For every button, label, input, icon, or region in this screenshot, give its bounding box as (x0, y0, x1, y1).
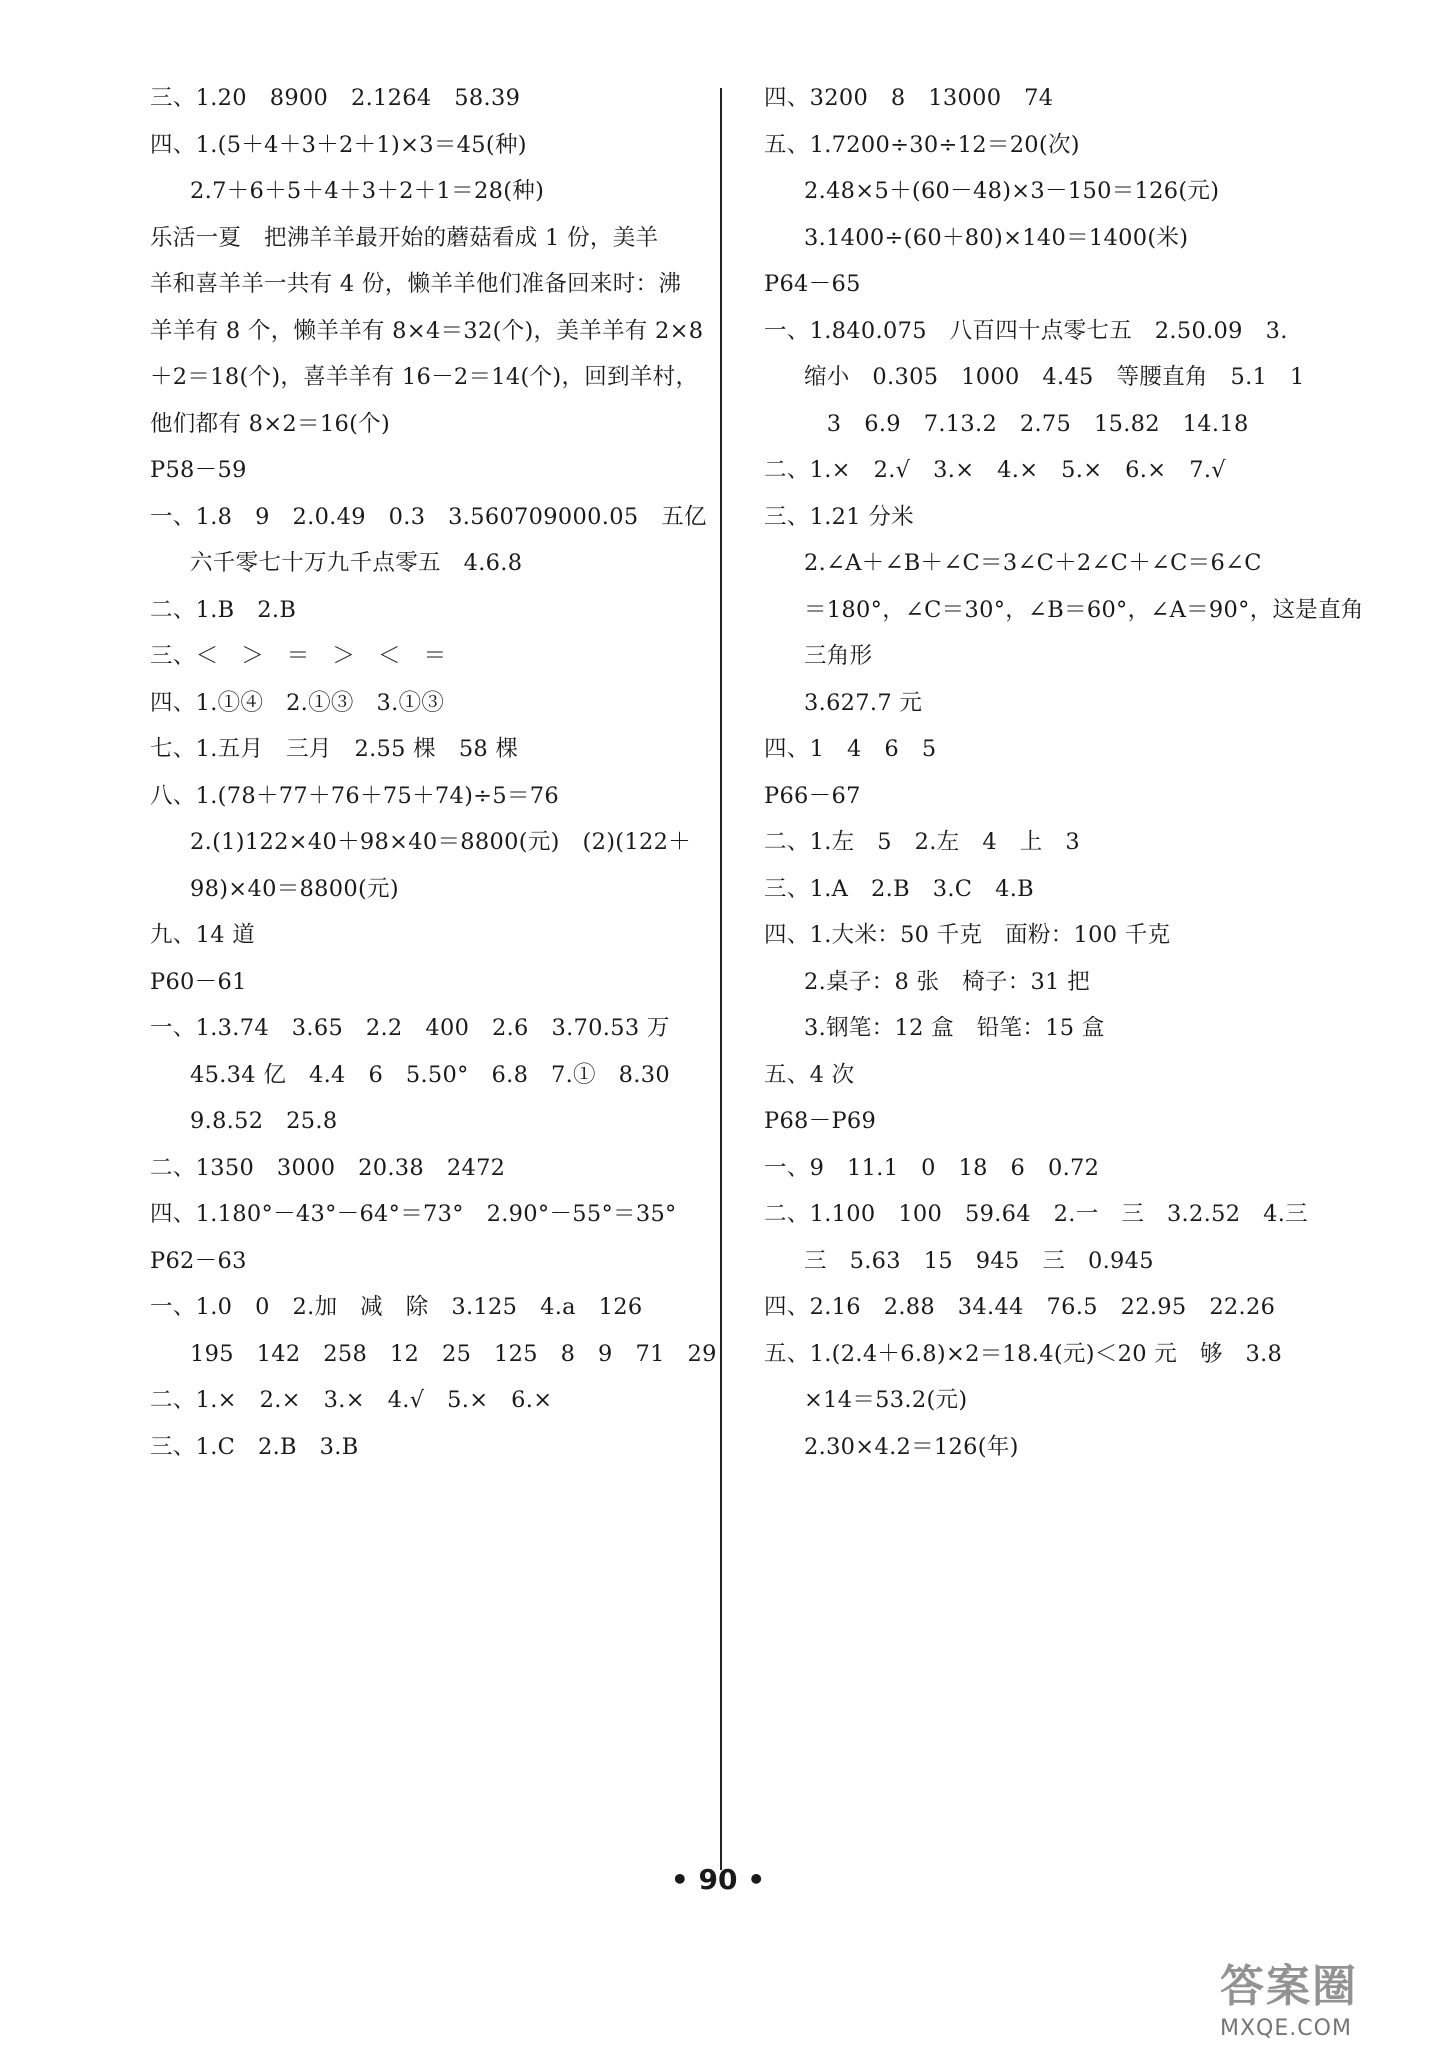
answer-line: 四、1.(5＋4＋3＋2＋1)×3＝45(种) (150, 131, 527, 158)
answer-line: 四、3200 8 13000 74 (764, 85, 1054, 111)
answer-line: 3 6.9 7.13.2 2.75 15.82 14.18 (804, 410, 1249, 437)
answer-line: 一、1.0 0 2.加 减 除 3.125 4.a 126 (150, 1294, 643, 1320)
answer-line: 三、1.C 2.B 3.B (150, 1433, 359, 1460)
answer-line: ×14＝53.2(元) (804, 1387, 968, 1413)
answer-line: 2.7＋6＋5＋4＋3＋2＋1＝28(种) (190, 178, 545, 204)
answer-line: 三角形 (804, 643, 873, 669)
answer-line: 195 142 258 12 25 125 8 9 71 29 (190, 1340, 717, 1367)
answer-line: 五、4 次 (764, 1061, 855, 1088)
answer-line: P68－P69 (764, 1108, 877, 1134)
answer-line: 五、1.7200÷30÷12＝20(次) (764, 131, 1080, 158)
page-number: • 90 • (670, 1863, 766, 1896)
answer-line: ＝180°，∠C＝30°，∠B＝60°，∠A＝90°，这是直角 (804, 596, 1364, 623)
answer-line: 九、14 道 (150, 922, 256, 948)
answer-line: 四、1.大米：50 千克 面粉：100 千克 (764, 922, 1171, 948)
answer-line: 一、1.840.075 八百四十点零七五 2.50.09 3. (764, 317, 1288, 344)
answer-line: P60－61 (150, 968, 247, 995)
answer-line: 八、1.(78＋77＋76＋75＋74)÷5＝76 (150, 782, 559, 809)
answer-line: 三 5.63 15 945 三 0.945 (804, 1247, 1154, 1274)
answer-line: 四、1.180°－43°－64°＝73° 2.90°－55°＝35° (150, 1201, 677, 1227)
answer-line: P66－67 (764, 782, 861, 809)
answer-line: 五、1.(2.4＋6.8)×2＝18.4(元)＜20 元 够 3.8 (764, 1340, 1283, 1367)
answer-line: 四、2.16 2.88 34.44 76.5 22.95 22.26 (764, 1294, 1276, 1320)
answer-line: 二、1.B 2.B (150, 596, 297, 623)
answer-line: 乐活一夏 把沸羊羊最开始的蘑菇看成 1 份，美羊 (150, 224, 659, 251)
watermark-url: MXQE.COM (1220, 2016, 1352, 2041)
answer-line: 四、1 4 6 5 (764, 736, 937, 762)
answer-line: 3.627.7 元 (804, 689, 923, 716)
answer-line: 二、1.100 100 59.64 2.一 三 3.2.52 4.三 (764, 1201, 1308, 1227)
answer-line: 二、1.× 2.√ 3.× 4.× 5.× 6.× 7.√ (764, 457, 1226, 483)
answer-line: P64－65 (764, 271, 861, 297)
answer-line: 45.34 亿 4.4 6 5.50° 6.8 7.① 8.30 (190, 1061, 670, 1088)
answer-line: 2.桌子：8 张 椅子：31 把 (804, 968, 1091, 995)
answer-line: 三、1.20 8900 2.1264 58.39 (150, 85, 521, 111)
answer-line: 3.1400÷(60＋80)×140＝1400(米) (804, 224, 1189, 251)
answer-line: 9.8.52 25.8 (190, 1108, 338, 1134)
watermark-glyphs: 答案圈 (1220, 1961, 1358, 2012)
answer-line: 2.30×4.2＝126(年) (804, 1433, 1019, 1460)
answer-line: 三、1.A 2.B 3.C 4.B (764, 875, 1035, 902)
answer-line: 羊和喜羊羊一共有 4 份，懒羊羊他们准备回来时：沸 (150, 271, 682, 297)
answer-line: 三、＜ ＞ ＝ ＞ ＜ ＝ (150, 643, 447, 669)
answer-line: 羊羊有 8 个，懒羊羊有 8×4＝32(个)，美羊羊有 2×8 (150, 317, 704, 344)
answer-line: 二、1350 3000 20.38 2472 (150, 1154, 506, 1181)
answer-line: 三、1.21 分米 (764, 503, 914, 530)
answer-line: 七、1.五月 三月 2.55 棵 58 棵 (150, 736, 519, 762)
answer-line: 一、1.3.74 3.65 2.2 400 2.6 3.70.53 万 (150, 1015, 670, 1041)
answer-line: 一、9 11.1 0 18 6 0.72 (764, 1154, 1100, 1181)
answer-line: 3.钢笔：12 盒 铅笔：15 盒 (804, 1015, 1105, 1041)
answer-line: 二、1.× 2.× 3.× 4.√ 5.× 6.× (150, 1387, 553, 1413)
answer-line: 他们都有 8×2＝16(个) (150, 410, 391, 437)
answer-line: 98)×40＝8800(元) (190, 875, 399, 902)
column-divider (720, 88, 722, 1870)
watermark-logo (1220, 1950, 1410, 2040)
answer-line: 缩小 0.305 1000 4.45 等腰直角 5.1 1 (804, 364, 1305, 390)
answer-line: P58－59 (150, 457, 247, 483)
answer-line: 一、1.8 9 2.0.49 0.3 3.560709000.05 五亿 (150, 503, 707, 530)
answer-line: 二、1.左 5 2.左 4 上 3 (764, 829, 1080, 855)
answer-line: 2.∠A＋∠B＋∠C＝3∠C＋2∠C＋∠C＝6∠C (804, 550, 1262, 576)
answer-line: 六千零七十万九千点零五 4.6.8 (190, 550, 523, 576)
answer-line: ＋2＝18(个)，喜羊羊有 16－2＝14(个)，回到羊村， (150, 364, 699, 390)
answer-line: 四、1.①④ 2.①③ 3.①③ (150, 689, 445, 716)
answer-line: P62－63 (150, 1247, 247, 1274)
answer-line: 2.48×5＋(60－48)×3－150＝126(元) (804, 178, 1220, 204)
answer-line: 2.(1)122×40＋98×40＝8800(元) (2)(122＋ (190, 829, 691, 855)
